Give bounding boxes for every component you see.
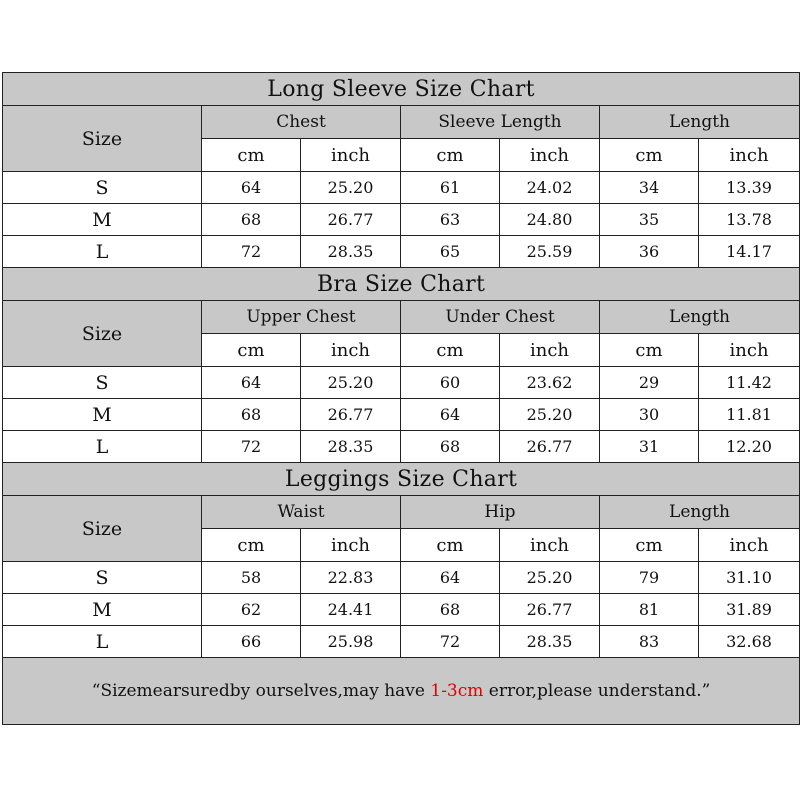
table-cell: 81 — [600, 594, 699, 626]
table-cell: 68 — [202, 399, 301, 431]
table-cell: 12.20 — [699, 431, 800, 463]
size-chart-sheet — [2, 72, 799, 728]
table-cell: 68 — [202, 204, 301, 236]
measurement-group-header: Hip — [401, 496, 600, 529]
measurement-group-header: Upper Chest — [202, 301, 401, 334]
chart-title: Leggings Size Chart — [3, 463, 800, 496]
table-row — [3, 399, 800, 431]
unit-header: cm — [401, 334, 500, 367]
table-cell: 14.17 — [699, 236, 800, 268]
table-cell: 64 — [202, 367, 301, 399]
table-row — [3, 172, 800, 204]
table-row — [3, 204, 800, 236]
table-cell: 28.35 — [500, 626, 600, 658]
table-cell: 63 — [401, 204, 500, 236]
chart-title-row — [3, 268, 800, 301]
table-cell: 25.20 — [301, 367, 401, 399]
measurement-group-header: Waist — [202, 496, 401, 529]
table-cell: 30 — [600, 399, 699, 431]
table-cell: 31 — [600, 431, 699, 463]
group-header-row — [3, 301, 800, 334]
table-cell: 72 — [202, 431, 301, 463]
group-header-row — [3, 106, 800, 139]
note — [3, 658, 800, 725]
table-cell: 25.59 — [500, 236, 600, 268]
table-cell: 31.89 — [699, 594, 800, 626]
table-cell: 22.83 — [301, 562, 401, 594]
table-cell: 68 — [401, 431, 500, 463]
size-column-header: Size — [3, 106, 202, 172]
unit-header: cm — [202, 529, 301, 562]
measurement-group-header: Sleeve Length — [401, 106, 600, 139]
note-text-end: error,please understand.” — [483, 681, 711, 701]
table-cell: 13.39 — [699, 172, 800, 204]
unit-header: inch — [699, 334, 800, 367]
table-cell: 83 — [600, 626, 699, 658]
table-cell: 31.10 — [699, 562, 800, 594]
table-row — [3, 236, 800, 268]
table-row — [3, 367, 800, 399]
table-cell: 72 — [202, 236, 301, 268]
unit-header: inch — [301, 529, 401, 562]
table-cell: 65 — [401, 236, 500, 268]
size-label: L — [3, 236, 202, 268]
unit-header: cm — [202, 334, 301, 367]
table-cell: 34 — [600, 172, 699, 204]
table-cell: 64 — [202, 172, 301, 204]
table-cell: 66 — [202, 626, 301, 658]
note-text: “Sizemearsuredby ourselves,may have — [91, 681, 431, 701]
unit-header: inch — [699, 139, 800, 172]
size-label: L — [3, 431, 202, 463]
measurement-group-header: Length — [600, 496, 800, 529]
unit-header: cm — [600, 529, 699, 562]
unit-header: inch — [500, 529, 600, 562]
table-cell: 11.81 — [699, 399, 800, 431]
unit-header: cm — [600, 139, 699, 172]
unit-header: inch — [301, 334, 401, 367]
measurement-group-header: Length — [600, 301, 800, 334]
size-label: M — [3, 204, 202, 236]
table-cell: 26.77 — [500, 431, 600, 463]
table-cell: 64 — [401, 562, 500, 594]
table-row — [3, 431, 800, 463]
table-cell: 79 — [600, 562, 699, 594]
measurement-group-header: Chest — [202, 106, 401, 139]
table-cell: 26.77 — [500, 594, 600, 626]
table-cell: 68 — [401, 594, 500, 626]
unit-header: inch — [500, 139, 600, 172]
note-error-range: 1-3cm — [430, 681, 484, 701]
table-cell: 61 — [401, 172, 500, 204]
note-row — [3, 658, 800, 725]
table-cell: 25.20 — [500, 562, 600, 594]
chart-title-row — [3, 463, 800, 496]
unit-header: cm — [401, 139, 500, 172]
table-cell: 58 — [202, 562, 301, 594]
table-cell: 29 — [600, 367, 699, 399]
unit-header: cm — [202, 139, 301, 172]
unit-header: inch — [500, 334, 600, 367]
table-cell: 25.20 — [301, 172, 401, 204]
size-column-header: Size — [3, 301, 202, 367]
chart-title-row — [3, 73, 800, 106]
table-row — [3, 626, 800, 658]
size-label: S — [3, 172, 202, 204]
table-cell: 26.77 — [301, 204, 401, 236]
table-cell: 28.35 — [301, 431, 401, 463]
table-cell: 25.98 — [301, 626, 401, 658]
table-cell: 23.62 — [500, 367, 600, 399]
measurement-group-header: Length — [600, 106, 800, 139]
table-cell: 25.20 — [500, 399, 600, 431]
unit-header: inch — [301, 139, 401, 172]
measurement-group-header: Under Chest — [401, 301, 600, 334]
table-row — [3, 594, 800, 626]
chart-title: Bra Size Chart — [3, 268, 800, 301]
table-cell: 36 — [600, 236, 699, 268]
table-cell: 13.78 — [699, 204, 800, 236]
unit-header: cm — [600, 334, 699, 367]
table-cell: 24.41 — [301, 594, 401, 626]
table-cell: 28.35 — [301, 236, 401, 268]
size-chart-table — [2, 72, 800, 725]
size-label: L — [3, 626, 202, 658]
table-cell: 11.42 — [699, 367, 800, 399]
table-cell: 24.02 — [500, 172, 600, 204]
size-label: M — [3, 399, 202, 431]
unit-header: inch — [699, 529, 800, 562]
table-cell: 24.80 — [500, 204, 600, 236]
size-label: M — [3, 594, 202, 626]
group-header-row — [3, 496, 800, 529]
table-cell: 62 — [202, 594, 301, 626]
table-cell: 32.68 — [699, 626, 800, 658]
size-label: S — [3, 562, 202, 594]
table-row — [3, 562, 800, 594]
unit-header: cm — [401, 529, 500, 562]
table-cell: 26.77 — [301, 399, 401, 431]
table-cell: 35 — [600, 204, 699, 236]
size-column-header: Size — [3, 496, 202, 562]
table-cell: 72 — [401, 626, 500, 658]
size-label: S — [3, 367, 202, 399]
table-cell: 60 — [401, 367, 500, 399]
table-cell: 64 — [401, 399, 500, 431]
chart-title: Long Sleeve Size Chart — [3, 73, 800, 106]
